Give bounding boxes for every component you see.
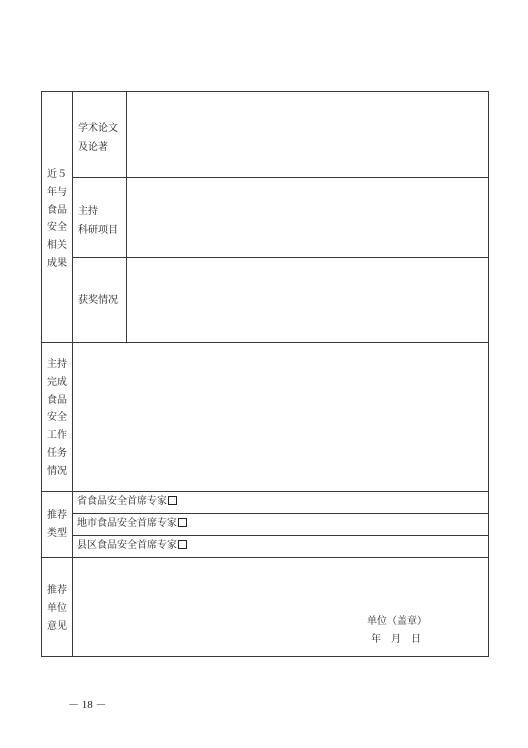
- date-text: 年 月 日: [371, 634, 421, 645]
- opinion-label: 推荐 单位 意见: [47, 585, 67, 632]
- papers-content-cell[interactable]: [127, 92, 488, 177]
- recommend-option-county[interactable]: 县区食品安全首席专家: [77, 538, 187, 554]
- awards-label: 获奖情况: [78, 295, 118, 306]
- recommend-option-province[interactable]: 省食品安全首席专家: [77, 494, 177, 510]
- tasks-content-cell[interactable]: [73, 343, 488, 491]
- papers-label: 学术论文 及论著: [78, 123, 118, 153]
- achievements-label: 近５ 年与 食品 安全 相关 成果: [47, 169, 67, 269]
- projects-content-cell[interactable]: [127, 178, 488, 257]
- table-bottom-border: [41, 656, 489, 657]
- city-checkbox[interactable]: [178, 518, 187, 527]
- opinion-content-cell[interactable]: [73, 558, 488, 656]
- page-number: － 18 －: [68, 699, 107, 711]
- table-right-border: [488, 91, 489, 657]
- table-left-border: [41, 91, 42, 657]
- tasks-label: 主持 完成 食品 安全 工作 任务 情况: [47, 359, 67, 477]
- county-checkbox[interactable]: [178, 540, 187, 549]
- seal-text: 单位（盖章）: [367, 616, 427, 627]
- recommend-option-city[interactable]: 地市食品安全首席专家: [77, 516, 187, 532]
- section-divider-tasks: [41, 491, 489, 492]
- option-divider-1: [72, 513, 489, 514]
- awards-content-cell[interactable]: [127, 258, 488, 342]
- recommend-type-label: 推荐 类型: [47, 510, 67, 539]
- option-divider-2: [72, 535, 489, 536]
- projects-label: 主持 科研项目: [78, 206, 118, 236]
- province-checkbox[interactable]: [168, 496, 177, 505]
